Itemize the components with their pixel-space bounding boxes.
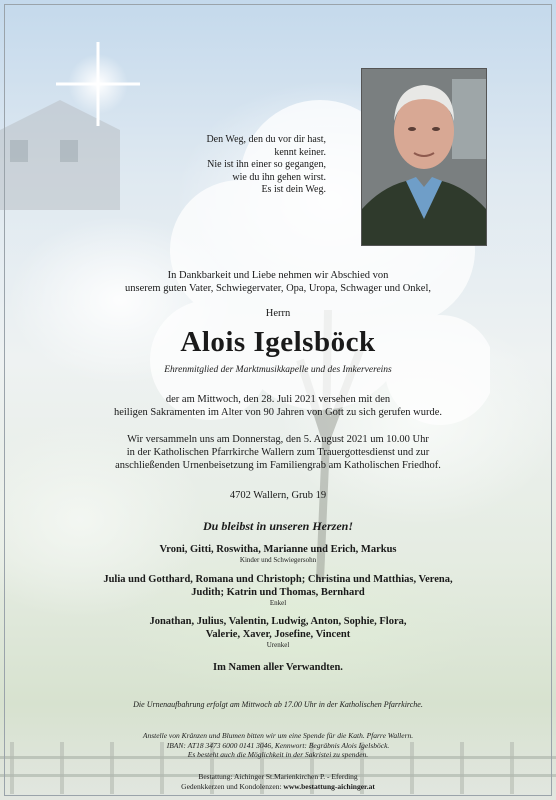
funeral-line: in der Katholischen Pfarrkirche Wallern zum Trauergottesdienst und zur	[126, 447, 430, 458]
death-notice-line: heiligen Sakramenten im Alter von 90 Jahren von Gott zu sich gerufen wurde.	[113, 407, 443, 418]
death-notice-line: der am Mittwoch, den 28. Juli 2021 versehen mit den	[165, 394, 391, 405]
mourners-children	[60, 543, 496, 565]
great-grandchildren-names: Valerie, Xaver, Josefine, Vincent	[205, 629, 351, 640]
death-notice	[60, 393, 496, 419]
salutation: Herrn	[265, 308, 291, 319]
footer	[60, 772, 496, 791]
portrait-illustration	[362, 69, 486, 245]
funeral-line: Wir versammeln uns am Donnerstag, den 5. August 2021 um 10.00 Uhr	[127, 434, 429, 445]
footer-condolences	[60, 782, 496, 792]
mourners-great-grandchildren	[60, 615, 496, 650]
motto: Du bleibst in unseren Herzen!	[202, 519, 354, 533]
funeral-line: anschließenden Urnenbeisetzung im Familiengrab am Katholischen Friedhof.	[115, 460, 441, 471]
poem-line: wie du ihn gehen wirst.	[232, 171, 326, 183]
intro-text	[60, 269, 496, 295]
children-role: Kinder und Schwiegersohn	[239, 556, 317, 564]
intro-line: unserem guten Vater, Schwiegervater, Opa, Uropa, Schwager und Onkel,	[125, 283, 431, 294]
footer-website-link[interactable]: www.bestattung-aichinger.at	[283, 781, 375, 791]
portrait-photo	[361, 68, 487, 246]
children-names: Vroni, Gitti, Roswitha, Marianne und Erich, Markus	[159, 544, 397, 555]
great-grandchildren-role: Urenkel	[266, 641, 290, 649]
funeral-details	[60, 433, 496, 472]
honorary-membership: Ehrenmitglied der Marktmusikkapelle und des Imkervereins	[164, 365, 392, 375]
donation-line: IBAN: AT18 3473 6000 0141 3046, Kennwort: Begräbnis Alois Igelsböck.	[166, 740, 390, 750]
mourners-grandchildren	[60, 573, 496, 608]
donation-line: Es besteht auch die Möglichkeit in der Sakristei zu spenden.	[187, 750, 369, 759]
footer-funeral-home: Bestattung: Aichinger St.Marienkirchen P. - Eferding	[198, 772, 358, 781]
grandchildren-names: Julia und Gotthard, Romana und Christoph; Christina und Matthias, Verena,	[103, 574, 453, 585]
donation-notice	[60, 731, 496, 760]
grandchildren-role: Enkel	[269, 599, 287, 607]
poem	[130, 134, 326, 197]
footer-condolences-label: Gedenkkerzen und Kondolenzen:	[181, 781, 284, 791]
grandchildren-names: Judith; Katrin und Thomas, Bernhard	[191, 587, 365, 598]
poem-line: Den Weg, den du vor dir hast,	[206, 134, 326, 145]
urn-notice: Die Urnenaufbahrung erfolgt am Mittwoch ab 17.00 Uhr in der Katholischen Pfarrkirche.	[133, 700, 423, 709]
sun-star-icon	[56, 42, 140, 126]
poem-line: Nie ist ihn einer so gegangen,	[207, 159, 326, 170]
address: 4702 Wallern, Grub 19	[229, 490, 327, 501]
intro-line: In Dankbarkeit und Liebe nehmen wir Abschied von	[167, 270, 389, 281]
poem-line: Es ist dein Weg.	[261, 184, 326, 195]
great-grandchildren-names: Jonathan, Julius, Valentin, Ludwig, Anton, Sophie, Flora,	[149, 616, 407, 627]
relatives-note: Im Namen aller Verwandten.	[213, 662, 343, 673]
deceased-name: Alois Igelsböck	[180, 326, 376, 358]
donation-line: Anstelle von Kränzen und Blumen bitten wir um eine Spende für die Kath. Pfarre Wallern.	[142, 731, 414, 740]
poem-line: kennt keiner.	[274, 146, 326, 158]
